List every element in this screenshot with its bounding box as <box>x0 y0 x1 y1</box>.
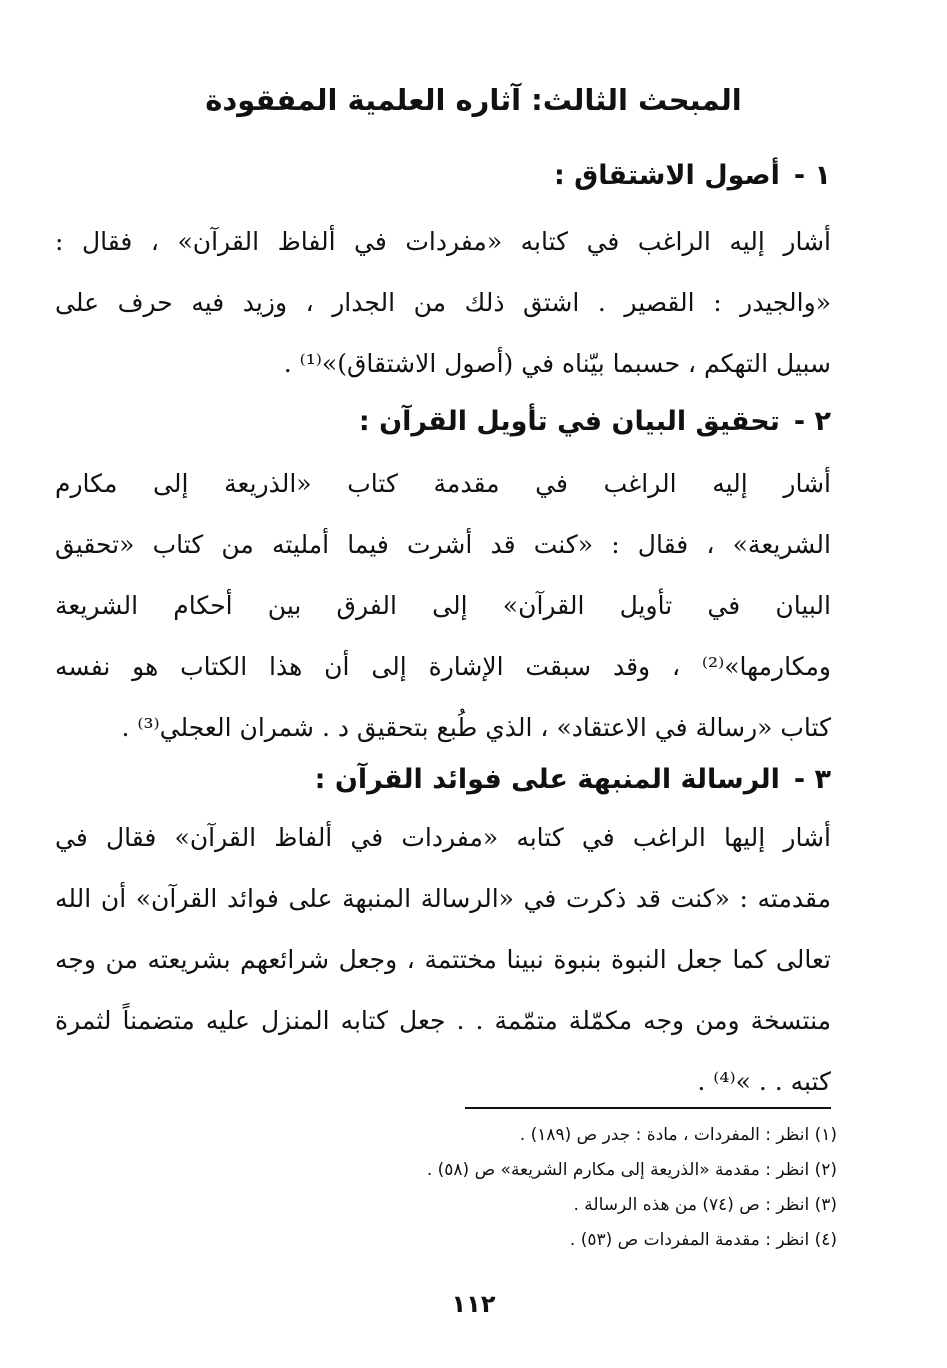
paragraph-line: أشار إليه الراغب في مقدمة كتاب «الذريعة إلى مكارم <box>55 469 831 498</box>
heading-2 <box>359 402 831 442</box>
paragraph-line: كتاب «رسالة في الاعتقاد» ، الذي طُبع بتحقيق د . شمران العجلي⁽³⁾ . <box>121 713 831 742</box>
heading-number: ١ - <box>793 160 831 191</box>
footnote-2: (٢) انظر : مقدمة «الذريعة إلى مكارم الشريعة» ص (٥٨) . <box>426 1160 837 1180</box>
section-title: المبحث الثالث: آثاره العلمية المفقودة <box>205 83 742 117</box>
paragraph-3 <box>55 807 831 1112</box>
footnote-4: (٤) انظر : مقدمة المفردات ص (٥٣) . <box>569 1230 837 1250</box>
paragraph-2 <box>55 453 831 758</box>
paragraph-line: البيان في تأويل القرآن» إلى الفرق بين أحكام الشريعة <box>55 591 831 620</box>
heading-text: تحقيق البيان في تأويل القرآن : <box>358 406 780 437</box>
heading-number: ٣ - <box>793 764 831 795</box>
paragraph-1 <box>55 211 831 394</box>
heading-3 <box>315 760 831 800</box>
heading-text: الرسالة المنبهة على فوائد القرآن : <box>314 764 780 795</box>
paragraph-line: كتبه . . »⁽⁴⁾ . <box>697 1067 831 1096</box>
paragraph-line: منتسخة ومن وجه مكمّلة متمّمة . . جعل كتابه المنزل عليه متضمناً لثمرة <box>55 1006 831 1035</box>
paragraph-line: ومكارمها»⁽²⁾ ، وقد سبقت الإشارة إلى أن هذا الكتاب هو نفسه <box>55 652 831 681</box>
heading-1 <box>554 156 831 196</box>
paragraph-line: أشار إليه الراغب في كتابه «مفردات في ألفاظ القرآن» ، فقال : <box>55 227 831 256</box>
footnotes <box>137 1118 837 1258</box>
paragraph-line: مقدمته : «كنت قد ذكرت في «الرسالة المنبهة على فوائد القرآن» أن الله <box>55 884 831 913</box>
heading-number: ٢ - <box>793 406 831 437</box>
paragraph-line: الشريعة» ، فقال : «كنت قد أشرت فيما أمليته من كتاب «تحقيق <box>55 530 831 559</box>
footnote-divider <box>465 1107 831 1109</box>
footnote-3: (٣) انظر : ص (٧٤) من هذه الرسالة . <box>573 1195 837 1215</box>
paragraph-line: «والجيدر : القصير . اشتق ذلك من الجدار ، وزيد فيه حرف على <box>55 288 831 317</box>
paragraph-line: سبيل التهكم ، حسبما بيّناه في (أصول الاشتقاق)»⁽¹⁾ . <box>283 349 831 378</box>
paragraph-line: تعالى كما جعل النبوة بنبوة نبينا مختتمة ، وجعل شرائعهم بشريعته من وجه <box>55 945 831 974</box>
page-number: ١١٢ <box>451 1290 496 1318</box>
heading-text: أصول الاشتقاق : <box>553 160 780 191</box>
paragraph-line: أشار إليها الراغب في كتابه «مفردات في ألفاظ القرآن» فقال في <box>55 823 831 852</box>
footnote-1: (١) انظر : المفردات ، مادة : جدر ص (١٨٩) . <box>519 1125 837 1145</box>
